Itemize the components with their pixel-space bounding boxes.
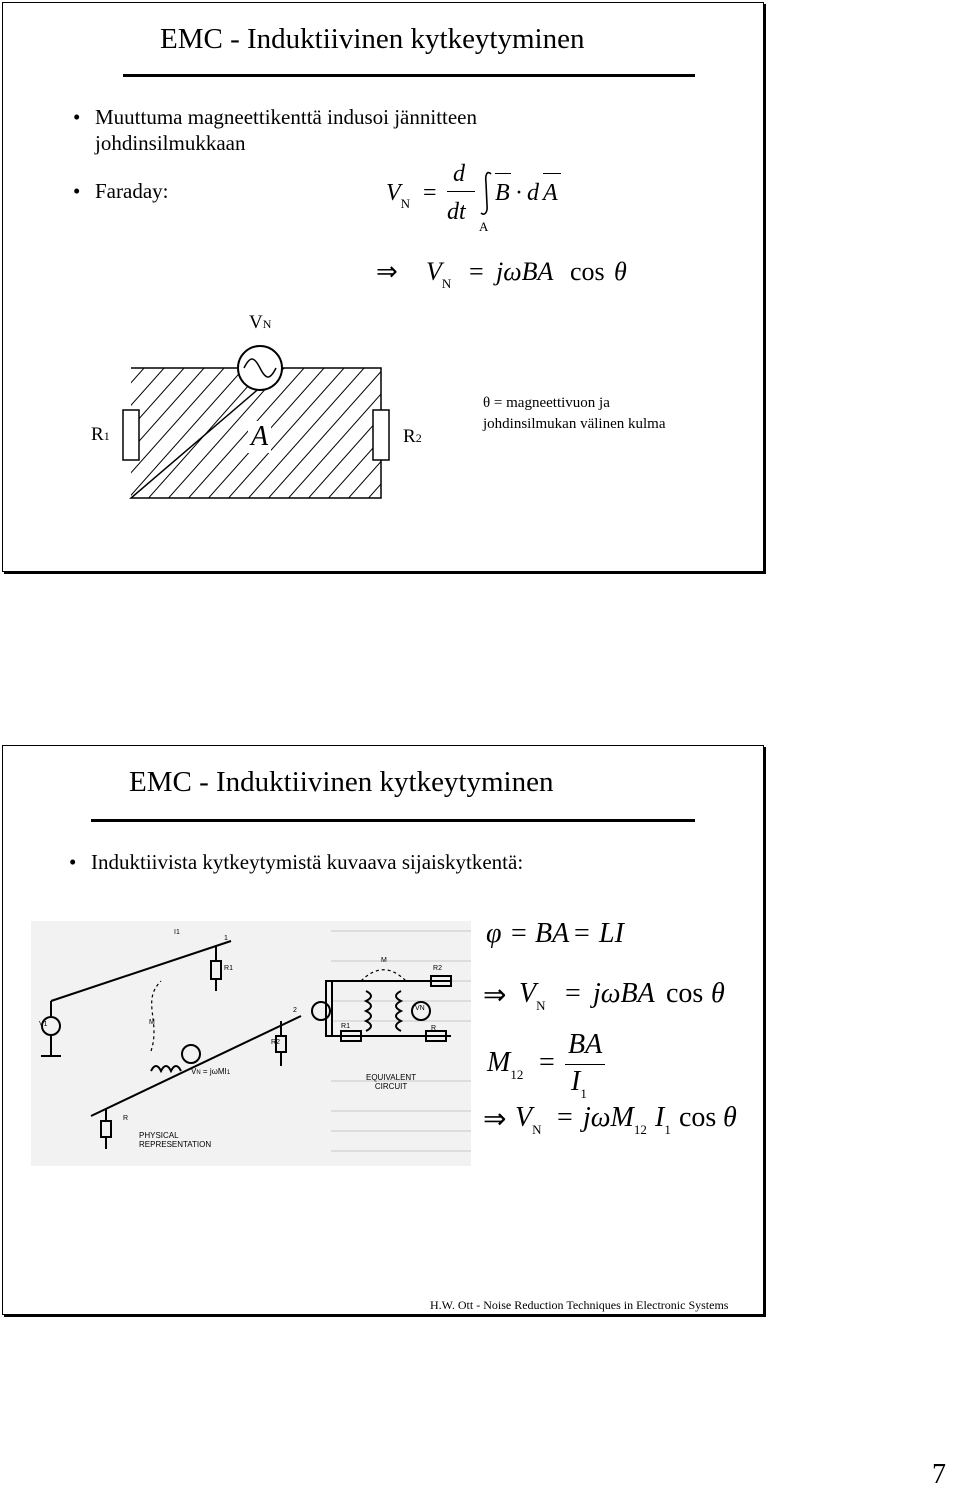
area-label: A <box>248 421 271 453</box>
slide-title: EMC - Induktiivinen kytkeytyminen <box>160 23 585 55</box>
scanned-figure <box>31 921 471 1166</box>
node-1-label: 1 <box>224 935 228 942</box>
eq-theta: θ <box>723 1102 737 1133</box>
slide-2 <box>2 745 764 1315</box>
bullet-dot: • <box>73 105 81 129</box>
page-number: 7 <box>932 1459 946 1490</box>
bullet-text: Muuttuma magneettikenttä indusoi jännitteen johdinsilmukkaan <box>95 105 477 155</box>
m-label-eq: M <box>381 957 387 964</box>
theta-note: θ = magneettivuon ja johdinsilmukan välinen kulma <box>483 395 666 432</box>
implies-icon: ⇒ <box>483 980 507 1011</box>
eq-v: V <box>519 978 537 1009</box>
integral-sub: A <box>479 219 489 234</box>
implies-icon: ⇒ <box>483 1104 507 1135</box>
implies-icon: ⇒ <box>376 257 398 286</box>
eq-denominator: I <box>571 1066 581 1097</box>
m-label: M <box>149 1019 155 1026</box>
eq-theta: θ <box>711 978 725 1009</box>
eq-a: A <box>543 180 558 206</box>
eq-equals: = <box>574 918 590 949</box>
bullet-item <box>73 104 615 156</box>
eq-v-sub: N <box>532 1122 542 1137</box>
eq-ba: BA <box>535 918 570 949</box>
eq-rhs: jωBA <box>496 257 554 286</box>
eq-b: B <box>495 180 510 206</box>
eq-cos: cos <box>679 1102 717 1133</box>
slide-title: EMC - Induktiivinen kytkeytyminen <box>129 766 554 798</box>
eq-v-sub: N <box>536 998 546 1013</box>
vector-bar <box>543 173 561 174</box>
i1-label: I1 <box>174 929 180 936</box>
eq-rhs: jωM <box>583 1102 634 1133</box>
eq-cos: cos <box>666 978 704 1009</box>
eq-theta: θ <box>614 257 627 286</box>
eq-equals: = <box>511 918 527 949</box>
eq-li: LI <box>599 918 624 949</box>
title-rule <box>91 819 695 822</box>
eq-m: M <box>487 1047 511 1078</box>
loop-circuit-diagram <box>113 338 433 508</box>
source-label: VN <box>249 312 272 333</box>
bullet-item <box>69 849 524 875</box>
eq-equals: = <box>539 1047 555 1078</box>
coupling-circuit-figure <box>31 921 471 1166</box>
eq-i: I <box>655 1102 665 1133</box>
eq-lhs: V <box>386 180 401 206</box>
bullet-text: Faraday: <box>95 179 169 203</box>
node-2-label: 2 <box>293 1007 297 1014</box>
r1-label: R1 <box>224 965 233 972</box>
bullet-text: Induktiivista kytkeytymistä kuvaava sijaiskytkentä: <box>91 850 524 874</box>
eq-v-sub: N <box>441 276 452 291</box>
eq-dot: · <box>515 180 523 206</box>
source-footer: H.W. Ott - Noise Reduction Techniques in Electronic Systems <box>430 1298 729 1312</box>
eq-denominator: dt <box>447 199 466 225</box>
eq-d: d <box>527 180 539 206</box>
fraction-bar <box>447 191 475 192</box>
eq-rhs: jωBA <box>593 978 655 1009</box>
eq-equals: = <box>423 180 437 206</box>
r1-label-eq: R1 <box>341 1023 350 1030</box>
fraction-bar <box>565 1064 605 1065</box>
title-rule <box>123 74 695 77</box>
eq-equals: = <box>469 257 484 286</box>
r-label-eq: R <box>431 1025 437 1032</box>
eq-rhs-sub: 12 <box>633 1122 647 1137</box>
equivalent-caption: EQUIVALENT CIRCUIT <box>366 1073 417 1091</box>
vector-bar <box>495 173 511 174</box>
eq-v: V <box>426 257 442 286</box>
eq-cos: cos <box>570 257 605 286</box>
r2-label: R2 <box>403 426 422 447</box>
eq-equals: = <box>565 978 581 1009</box>
r2-label-eq: R2 <box>433 965 442 972</box>
bullet-dot: • <box>69 850 77 874</box>
bullet-dot: • <box>73 179 81 203</box>
eq-den-sub: 1 <box>580 1086 587 1101</box>
eq-numerator: d <box>453 161 465 187</box>
eq-i-sub: 1 <box>664 1122 671 1137</box>
integral-icon <box>477 171 497 217</box>
eq-phi: φ <box>486 918 502 949</box>
r2-label: R2 <box>271 1039 280 1046</box>
eq-v: V <box>515 1102 533 1133</box>
r1-label: R1 <box>91 424 110 445</box>
slide-1 <box>2 2 764 572</box>
vn-label: VN <box>415 1005 425 1012</box>
eq-equals: = <box>557 1102 573 1133</box>
physical-caption: PHYSICAL REPRESENTATION <box>139 1131 212 1149</box>
bullet-item <box>73 178 169 204</box>
v1-label: V1 <box>39 1021 48 1028</box>
r-label: R <box>123 1115 129 1122</box>
eq-numerator: BA <box>568 1029 603 1060</box>
eq-lhs-sub: N <box>400 196 411 211</box>
vn-equation-label: VN = jωMI1 <box>191 1067 231 1076</box>
eq-m-sub: 12 <box>510 1067 524 1082</box>
